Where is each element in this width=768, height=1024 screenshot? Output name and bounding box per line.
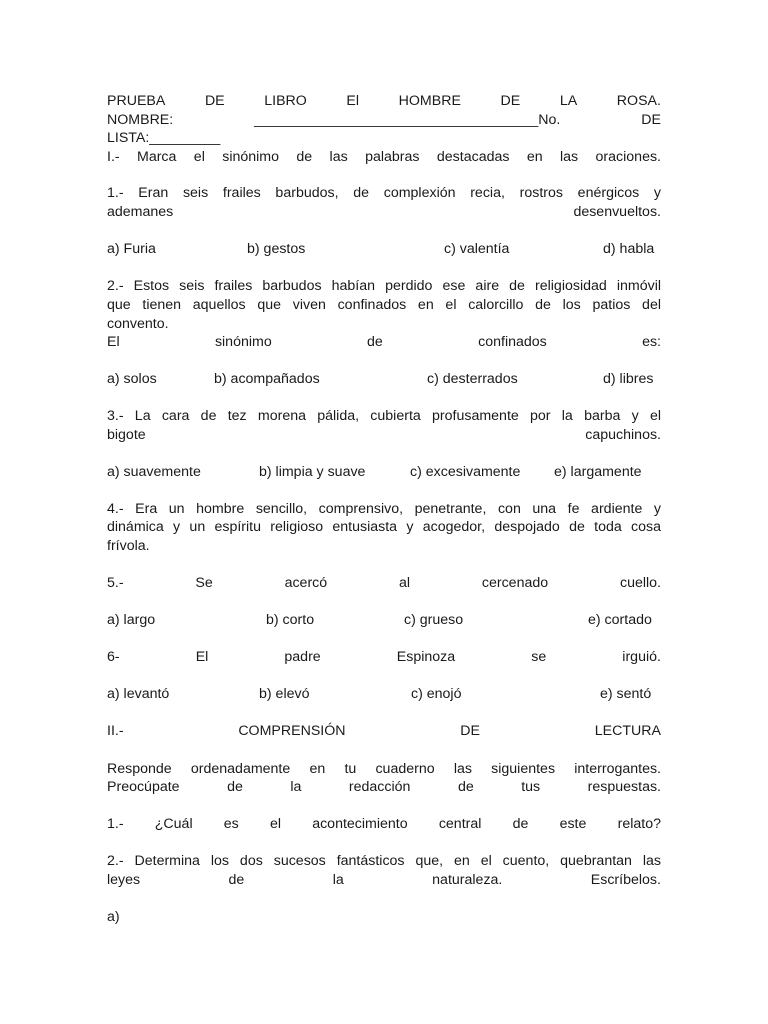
name-label: NOMBRE: [107, 112, 174, 128]
question-3-text: 3.- La cara de tez morena pálida, cubierta profusamente por la barba y el [107, 408, 661, 424]
word: LA [559, 93, 578, 109]
word: ROSA. [616, 93, 661, 109]
question-3-text-line2 [107, 426, 661, 444]
option: b) gestos [247, 241, 306, 257]
word: Espinoza [396, 649, 456, 665]
option: d) libres [603, 371, 654, 387]
word: Preocúpate [107, 779, 180, 795]
question-1-text-line2 [107, 203, 661, 221]
word: DE [204, 93, 225, 109]
word: de [367, 334, 383, 350]
question-5-options [107, 611, 661, 629]
word: irguió. [622, 649, 661, 665]
question-4-text-line2: dinámica y un espíritu religioso entusiasta y acogedor, despojado de toda cosa [107, 519, 661, 535]
list-number-line: LISTA:_________ [107, 130, 221, 146]
section-1-title: I.- Marca el sinónimo de las palabras destacadas en las oraciones. [107, 149, 661, 165]
word: confinados [478, 334, 547, 350]
option: b) acompañados [214, 371, 320, 387]
question-1-options [107, 240, 661, 258]
word: central [438, 816, 482, 832]
word: padre [284, 649, 321, 665]
question-5-text [107, 574, 661, 592]
word: la [332, 872, 344, 888]
question-2-text-line2: que tienen aquellos que viven confinados en el calorcillo de los patios del [107, 297, 661, 313]
option: c) desterrados [427, 371, 518, 387]
option: b) corto [266, 612, 315, 628]
word: bigote [107, 427, 146, 443]
word: de [227, 779, 243, 795]
option: a) suavemente [107, 464, 201, 480]
word: DE [641, 112, 661, 128]
option: a) levantó [107, 686, 170, 702]
word: capuchinos. [585, 427, 661, 443]
section-2-instruction: Responde ordenadamente en tu cuaderno las siguientes interrogantes. [107, 761, 661, 777]
word: de [228, 872, 245, 888]
option: a) Furia [107, 241, 156, 257]
word: El [346, 93, 360, 109]
word: cercenado [481, 575, 549, 591]
option: e) sentó [600, 686, 652, 702]
word: de [457, 779, 474, 795]
comprehension-question-2: 2.- Determina los dos sucesos fantásticos que, en el cuento, quebrantan las [107, 853, 661, 869]
header-title-line [107, 92, 661, 110]
word: acontecimiento [312, 816, 408, 832]
word: el [269, 816, 282, 832]
option: c) grueso [404, 612, 464, 628]
question-6-options [107, 685, 661, 703]
word: es [223, 816, 239, 832]
word: tus [521, 779, 541, 795]
word: PRUEBA [107, 93, 166, 109]
question-1-text: 1.- Eran seis frailes barbudos, de complexión recia, rostros enérgicos y [107, 185, 661, 201]
word: al [399, 575, 411, 591]
option: c) valentía [444, 241, 510, 257]
question-2-prompt [107, 333, 661, 351]
comprehension-question-1 [107, 815, 661, 833]
word: acercó [284, 575, 328, 591]
option: b) limpia y suave [259, 464, 366, 480]
word: desenvueltos. [573, 204, 661, 220]
word: Escríbelos. [590, 872, 661, 888]
word: LIBRO [264, 93, 307, 109]
name-blank: ____________________________________No. [254, 112, 561, 128]
question-4-text: 4.- Era un hombre sencillo, comprensivo, penetrante, con una fe ardiente y [107, 501, 661, 517]
question-2-options [107, 370, 661, 388]
word: naturaleza. [432, 872, 503, 888]
word: es: [642, 334, 661, 350]
question-2-text-line3: convento. [107, 316, 169, 332]
section-2-instruction-line2 [107, 778, 661, 796]
header-name-line [107, 111, 661, 129]
word: leyes [107, 872, 141, 888]
word: cuello. [619, 575, 661, 591]
question-3-options [107, 463, 661, 481]
word: LECTURA [594, 723, 661, 739]
word: 1.- [107, 816, 124, 832]
word: sinónimo [214, 334, 272, 350]
word: El [195, 649, 209, 665]
option: c) enojó [411, 686, 462, 702]
word: DE [500, 93, 521, 109]
question-2-text: 2.- Estos seis frailes barbudos habían perdido ese aire de religiosidad inmóvil [107, 278, 661, 294]
section-2-title [107, 722, 661, 740]
answer-a-label: a) [107, 909, 120, 925]
word: de [512, 816, 529, 832]
word: DE [460, 723, 480, 739]
word: Se [195, 575, 213, 591]
word: II.- [107, 723, 124, 739]
option: a) solos [107, 371, 157, 387]
word: 5.- [107, 575, 124, 591]
option: e) cortado [588, 612, 652, 628]
word: se [531, 649, 547, 665]
option: e) largamente [554, 464, 642, 480]
word: ademanes [107, 204, 174, 220]
option: b) elevó [259, 686, 310, 702]
option: a) largo [107, 612, 156, 628]
word: COMPRENSIÓN [238, 723, 346, 739]
word: redacción [348, 779, 411, 795]
word: respuestas. [587, 779, 661, 795]
word: HOMBRE [398, 93, 461, 109]
word: este [559, 816, 587, 832]
word: la [290, 779, 302, 795]
question-6-text [107, 648, 661, 666]
option: c) excesivamente [410, 464, 521, 480]
option: d) habla [603, 241, 655, 257]
word: El [107, 334, 120, 350]
word: 6- [107, 649, 120, 665]
comprehension-question-2-line2 [107, 871, 661, 889]
question-4-text-line3: frívola. [107, 538, 150, 554]
word: ¿Cuál [154, 816, 193, 832]
word: relato? [617, 816, 661, 832]
